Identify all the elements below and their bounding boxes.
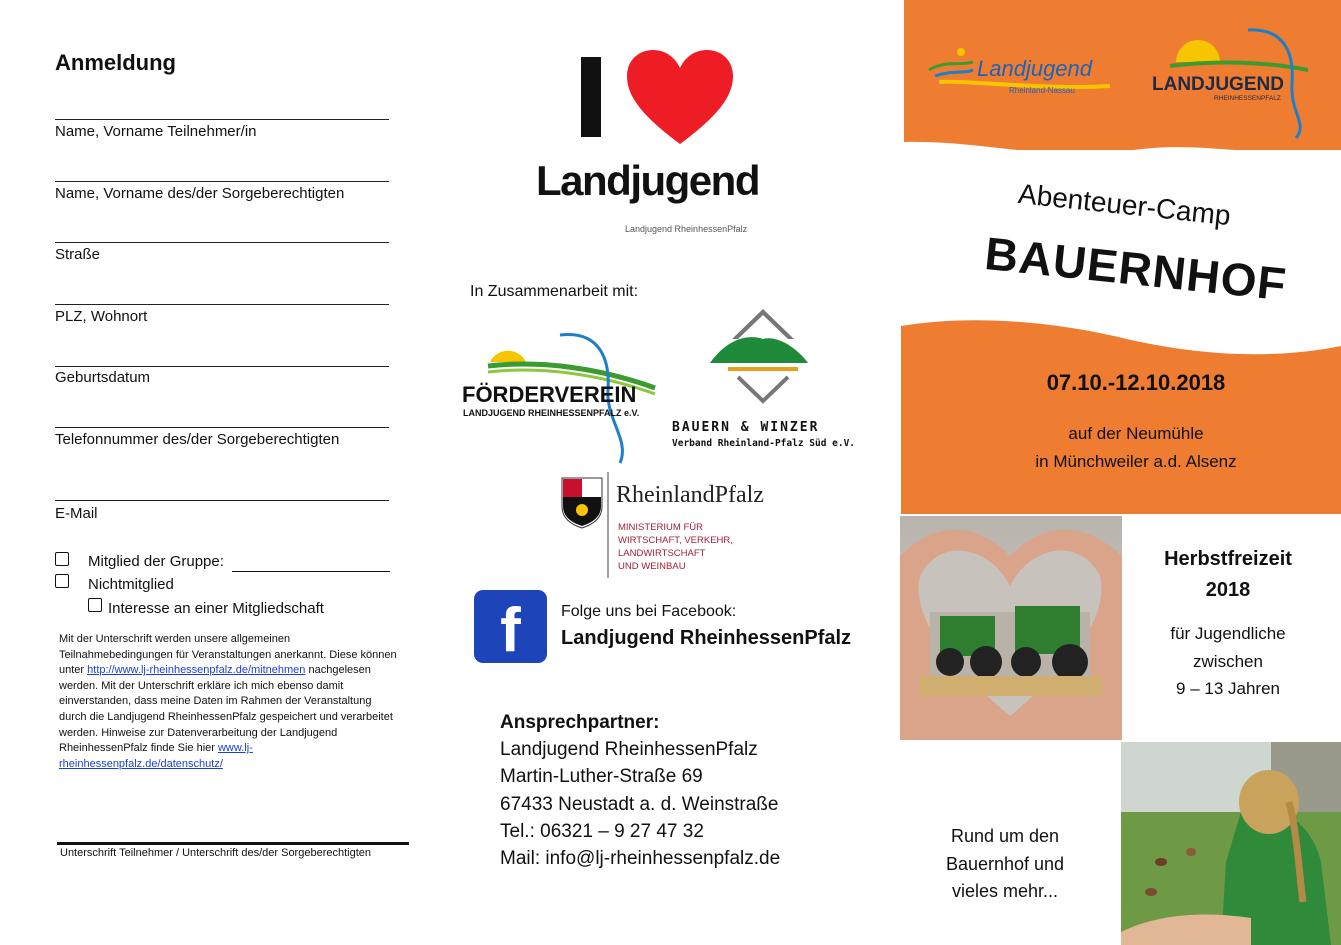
landjugend-subline: Landjugend RheinhessenPfalz <box>625 224 748 234</box>
rlp-name: RheinlandPfalz <box>616 482 764 508</box>
contact-heading: Ansprechpartner: <box>500 712 660 733</box>
rlp-ministry-logo <box>558 468 788 580</box>
bauern-winzer-logo <box>668 305 858 455</box>
legal-text-part1: Mit der Unterschrift werden unsere allgemeinen Teilnahmebedingungen für Veranstaltungen anerkannt. Diese können unter <box>59 633 397 677</box>
camp-title: BAUERNHOF <box>982 226 1290 311</box>
herbstfreizeit-year: 2018 <box>1205 579 1251 601</box>
field-line[interactable] <box>55 304 389 305</box>
age-line-2: zwischen <box>1193 652 1263 671</box>
facebook-follow-text: Folge uns bei Facebook: <box>561 603 737 620</box>
legal-text <box>59 632 399 772</box>
venue-line-2: in Münchweiler a.d. Alsenz <box>1035 452 1237 471</box>
registration-title: Anmeldung <box>55 50 176 75</box>
field-label-city: PLZ, Wohnort <box>55 308 148 325</box>
field-label-email: E-Mail <box>55 505 98 522</box>
contact-block <box>500 709 780 872</box>
coat-of-arms-icon <box>562 478 602 528</box>
ljrp-name: LANDJUGEND <box>1152 74 1284 95</box>
event-dates: 07.10.-12.10.2018 <box>1046 370 1226 395</box>
ljrn-name: Landjugend <box>977 56 1093 81</box>
group-name-line[interactable] <box>232 571 390 572</box>
interest-checkbox[interactable] <box>88 598 102 612</box>
ljrn-sub: Rheinland-Nassau <box>1009 86 1075 95</box>
field-line[interactable] <box>55 181 389 182</box>
landjugend-rheinhessenpfalz-logo <box>1148 28 1318 140</box>
non-member-checkbox[interactable] <box>55 574 69 588</box>
foerderverein-logo <box>460 330 665 465</box>
bauern-winzer-name: BAUERN & WINZER <box>672 420 820 435</box>
rund-line-2: Bauernhof und <box>945 854 1065 874</box>
terms-link[interactable]: http://www.lj-rheinhessenpfalz.de/mitnehmen <box>87 664 306 677</box>
rlp-ministry-line2: WIRTSCHAFT, VERKEHR, <box>618 535 733 546</box>
orange-date-band <box>901 318 1341 514</box>
field-label-guardian: Name, Vorname des/der Sorgeberechtigten <box>55 185 345 202</box>
ljrp-sub: RHEINHESSENPFALZ <box>1214 95 1281 102</box>
interest-checkbox-label: Interesse an einer Mitgliedschaft <box>108 600 324 617</box>
foerderverein-sub: LANDJUGEND RHEINHESSENPFALZ e.V. <box>463 408 640 418</box>
field-line[interactable] <box>55 242 389 243</box>
member-checkbox[interactable] <box>55 552 69 566</box>
legal-text-part2: nachgelesen werden. Mit der Unterschrift erkläre ich mich ebenso damit einverstanden, dass meine Daten im Rahmen der Veranstaltung durch die Landjugend RheinhessenPfalz gespeichert und verarbeitet werden. Hinweise zur Datenverarbeitung der Landjugend RheinhessenPfalz finde Sie hier <box>59 664 393 755</box>
age-line-3: 9 – 13 Jahren <box>1176 679 1280 698</box>
rlp-ministry-line4: UND WEINBAU <box>618 561 686 572</box>
field-label-birthdate: Geburtsdatum <box>55 369 151 386</box>
rund-line-1: Rund um den <box>950 826 1060 846</box>
signature-line[interactable] <box>57 842 409 845</box>
herbstfreizeit-title: Herbstfreizeit <box>1164 548 1292 570</box>
non-member-checkbox-label: Nichtmitglied <box>88 576 174 593</box>
facebook-page-name[interactable]: Landjugend RheinhessenPfalz <box>561 627 852 649</box>
cooperation-heading: In Zusammenarbeit mit: <box>470 283 639 300</box>
rlp-ministry-line1: MINISTERIUM FÜR <box>618 522 703 533</box>
foerderverein-name: FÖRDERVEREIN <box>462 382 637 407</box>
privacy-link[interactable]: www.lj-rheinhessenpfalz.de/datenschutz/ <box>59 742 253 770</box>
contact-city: 67433 Neustadt a. d. Weinstraße <box>500 793 779 815</box>
bauern-winzer-sub: Verband Rheinland-Pfalz Süd e.V. <box>672 438 856 449</box>
rlp-ministry-line3: LANDWIRTSCHAFT <box>618 548 706 559</box>
landjugend-rheinland-nassau-logo <box>925 40 1120 100</box>
signature-label: Unterschrift Teilnehmer / Unterschrift des/der Sorgeberechtigten <box>60 847 371 859</box>
i-letter-block <box>581 57 601 137</box>
field-label-name: Name, Vorname Teilnehmer/in <box>55 123 257 140</box>
member-checkbox-label: Mitglied der Gruppe: <box>88 553 224 570</box>
field-line[interactable] <box>55 427 389 428</box>
contact-phone[interactable]: Tel.: 06321 – 9 27 47 32 <box>500 820 704 842</box>
heart-icon <box>625 48 735 148</box>
field-label-street: Straße <box>55 246 101 263</box>
field-line[interactable] <box>55 500 389 501</box>
sun-icon <box>490 351 526 362</box>
landjugend-wordmark: Landjugend <box>536 157 759 204</box>
photo-girl-with-chickens <box>1121 742 1341 945</box>
field-line[interactable] <box>55 366 389 367</box>
camp-subtitle: Abenteuer-Camp <box>1016 178 1233 232</box>
contact-street: Martin-Luther-Straße 69 <box>500 766 703 788</box>
contact-mail[interactable]: Mail: info@lj-rheinhessenpfalz.de <box>500 848 781 870</box>
field-label-phone: Telefonnummer des/der Sorgeberechtigten <box>55 431 340 448</box>
field-line[interactable] <box>55 119 389 120</box>
rund-line-3: vieles mehr... <box>951 881 1059 901</box>
venue-line-1: auf der Neumühle <box>1068 424 1204 443</box>
facebook-f-glyph: f <box>500 596 521 665</box>
photo-hands-heart-tractors <box>900 516 1122 740</box>
contact-org: Landjugend RheinhessenPfalz <box>500 739 758 761</box>
age-line-1: für Jugendliche <box>1170 624 1286 643</box>
